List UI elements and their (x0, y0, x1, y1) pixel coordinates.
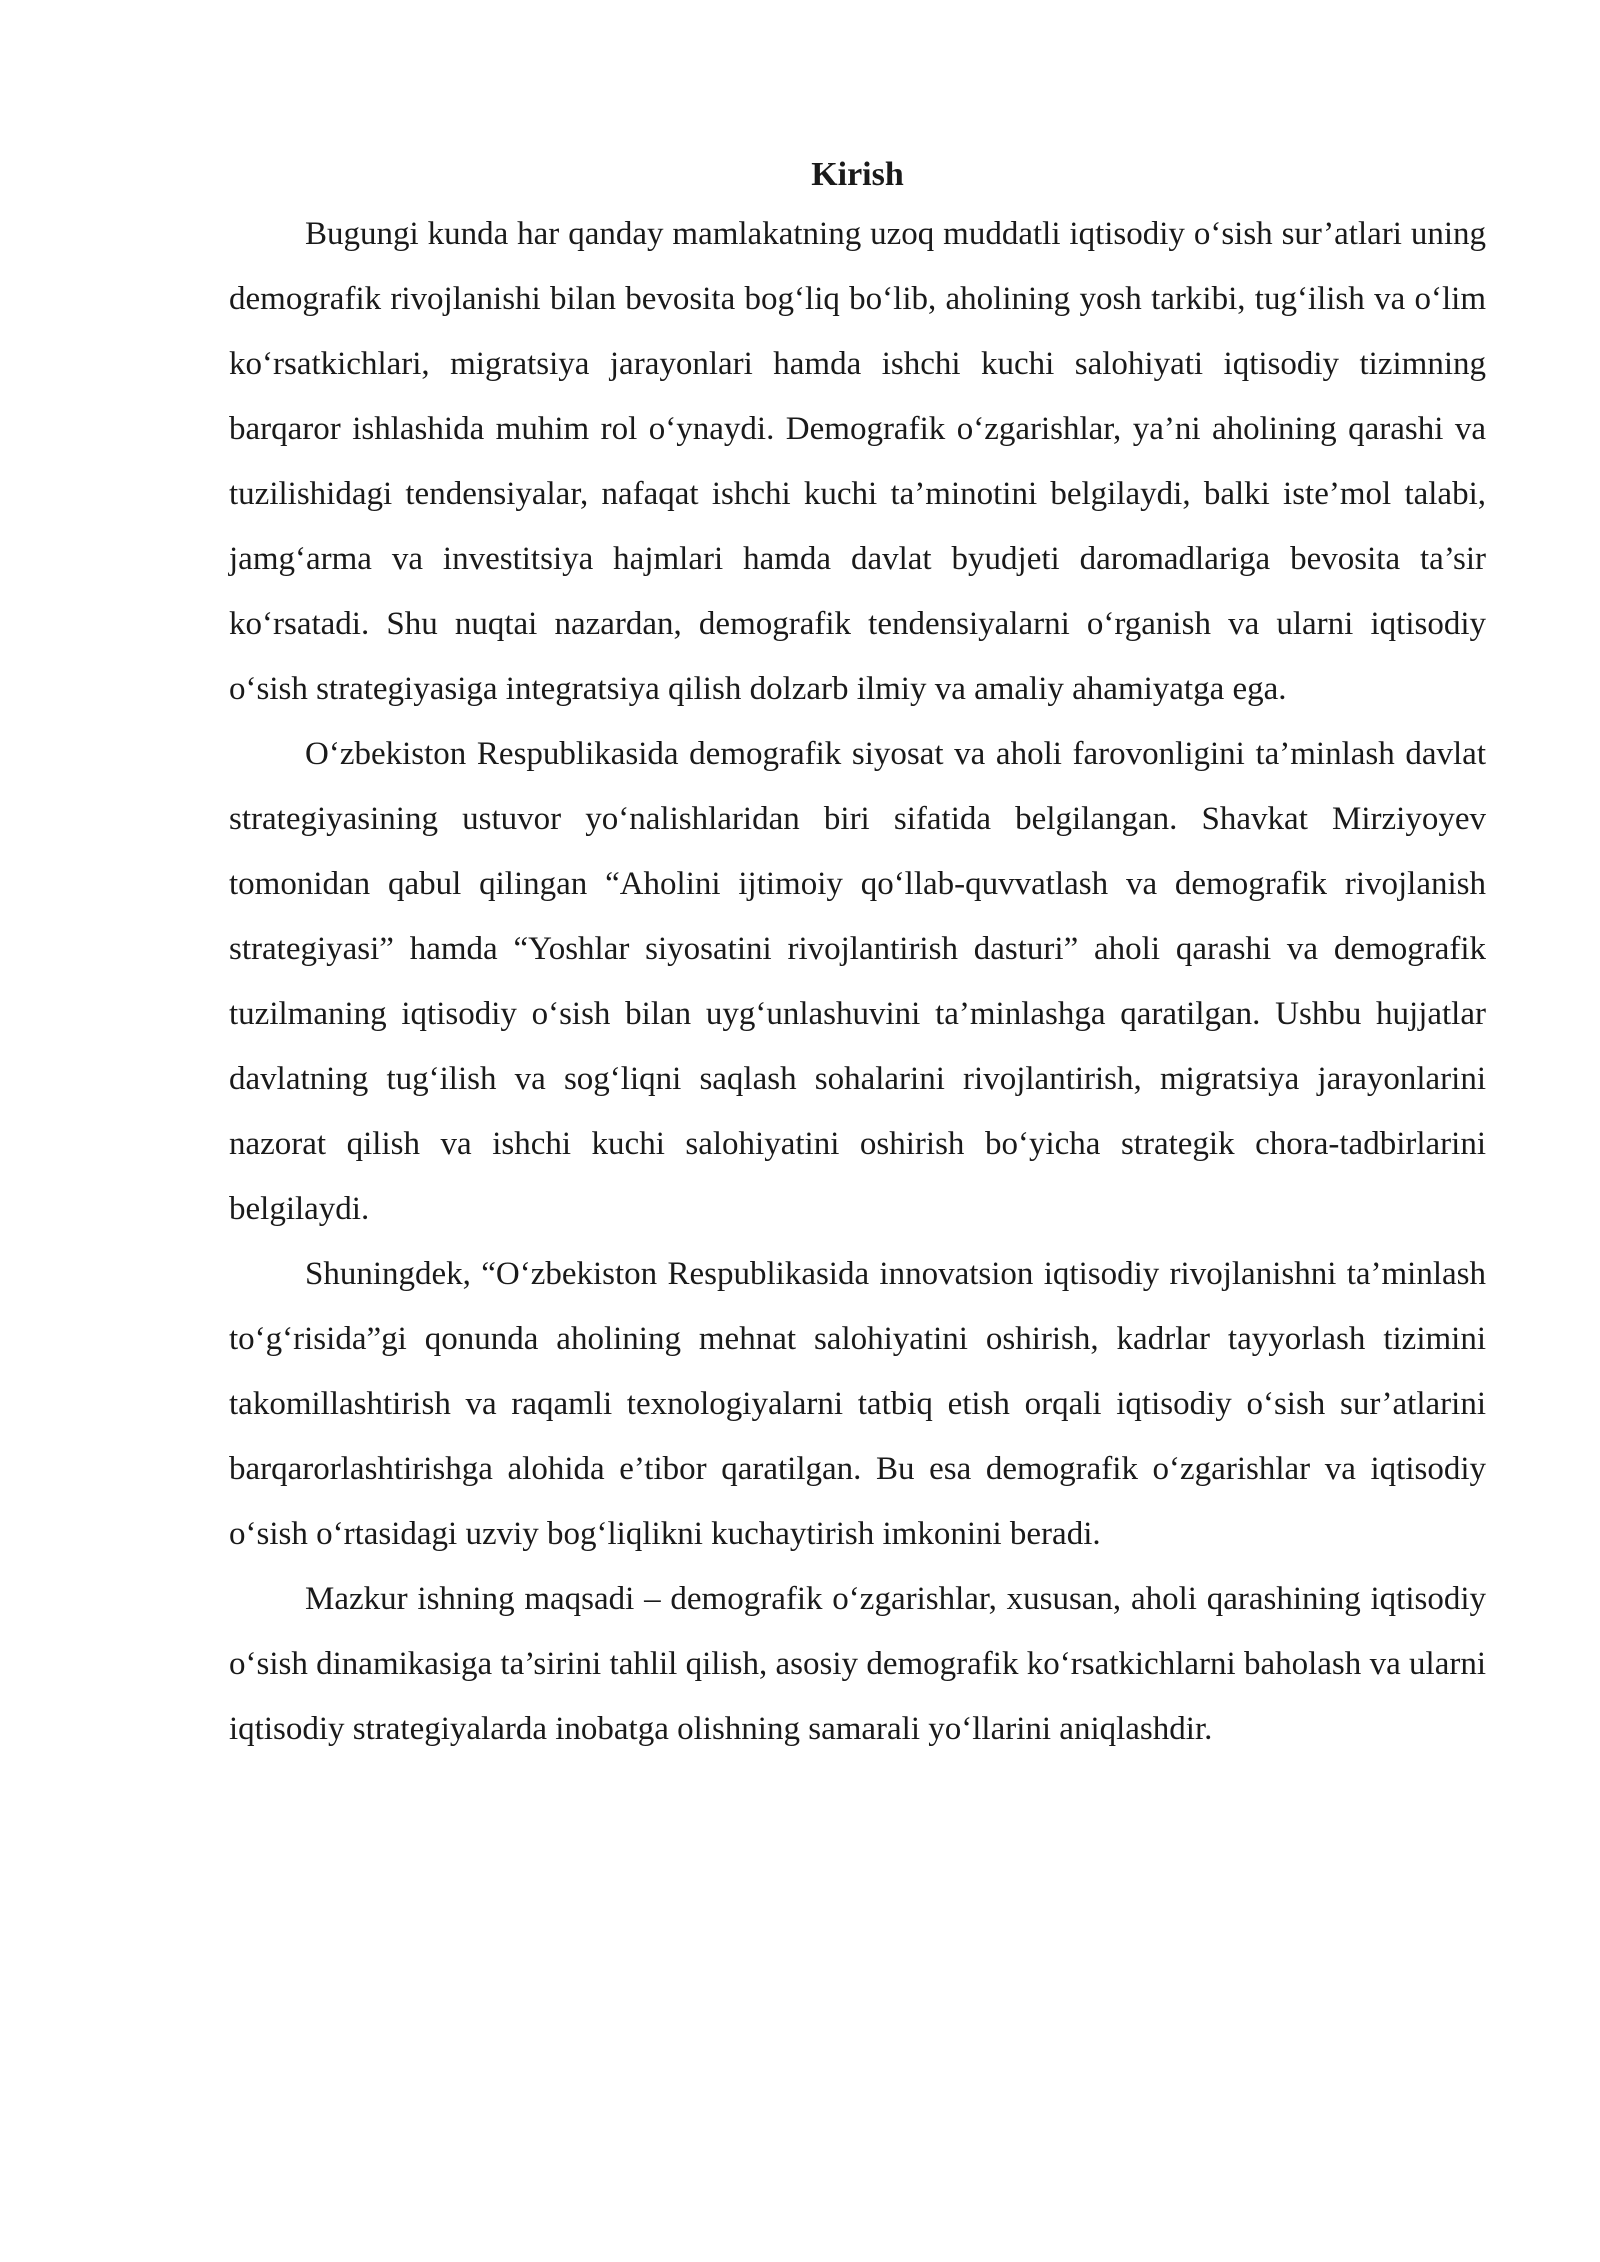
paragraph-intro: Bugungi kunda har qanday mamlakatning uzoq muddatli iqtisodiy o‘sish sur’atlari uning demografik rivojlanishi bilan bevosita bog‘liq bo‘lib, aholining yosh tarkibi, tug‘ilish va o‘lim ko‘rsatkichlari, migratsiya jarayonlari hamda ishchi kuchi salohiyati iqtisodiy tizimning barqaror ishlashida muhim rol o‘ynaydi. Demografik o‘zgarishlar, ya’ni aholining qarashi va tuzilishidagi tendensiyalar, nafaqat ishchi kuchi ta’minotini belgilaydi, balki iste’mol talabi, jamg‘arma va investitsiya hajmlari hamda davlat byudjeti daromadlariga bevosita ta’sir ko‘rsatadi. Shu nuqtai nazardan, demografik tendensiyalarni o‘rganish va ularni iqtisodiy o‘sish strategiyasiga integratsiya qilish dolzarb ilmiy va amaliy ahamiyatga ega. (229, 216, 1486, 707)
paragraph-law: Shuningdek, “O‘zbekiston Respublikasida innovatsion iqtisodiy rivojlanishni ta’minlash to‘g‘risida”gi qonunda aholining mehnat salohiyatini oshirish, kadrlar tayyorlash tizimini takomillashtirish va raqamli texnologiyalarni tatbiq etish orqali iqtisodiy o‘sish sur’atlarini barqarorlashtirishga alohida e’tibor qaratilgan. Bu esa demografik o‘zgarishlar va iqtisodiy o‘sish o‘rtasidagi uzviy bog‘liqlikni kuchaytirish imkonini beradi. (229, 1256, 1486, 1552)
paragraph-policy: O‘zbekiston Respublikasida demografik siyosat va aholi farovonligini ta’minlash davlat strategiyasining ustuvor yo‘nalishlaridan biri sifatida belgilangan. Shavkat Mirziyoyev tomonidan qabul qilingan “Aholini ijtimoiy qo‘llab-quvvatlash va demografik rivojlanish strategiyasi” hamda “Yoshlar siyosatini rivojlantirish dasturi” aholi qarashi va demografik tuzilmaning iqtisodiy o‘sish bilan uyg‘unlashuvini ta’minlashga qaratilgan. Ushbu hujjatlar davlatning tug‘ilish va sog‘liqni saqlash sohalarini rivojlantirish, migratsiya jarayonlarini nazorat qilish va ishchi kuchi salohiyatini oshirish bo‘yicha strategik chora-tadbirlarini belgilaydi. (229, 736, 1486, 1227)
paragraph-goal: Mazkur ishning maqsadi – demografik o‘zgarishlar, xususan, aholi qarashining iqtisodiy o‘sish dinamikasiga ta’sirini tahlil qilish, asosiy demografik ko‘rsatkichlarni baholash va ularni iqtisodiy strategiyalarda inobatga olishning samarali yo‘llarini aniqlashdir. (229, 1581, 1486, 1747)
document-title: Kirish (811, 156, 904, 193)
document-body (229, 148, 1486, 1762)
